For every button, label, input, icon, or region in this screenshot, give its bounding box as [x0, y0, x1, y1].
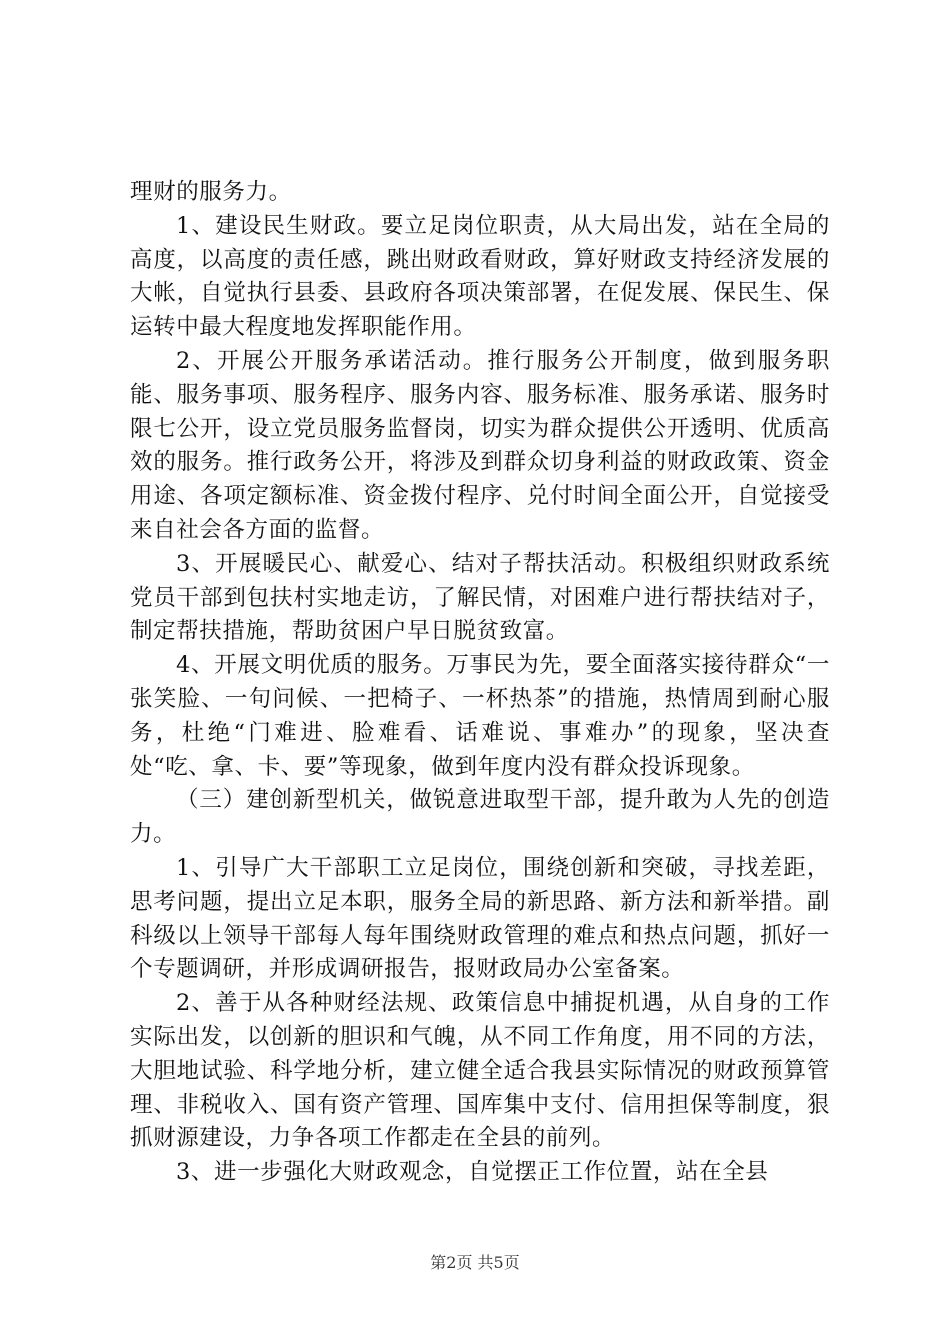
section-heading: （三）建创新型机关，做锐意进取型干部，提升敢为人先的创造力。 — [130, 787, 830, 848]
paragraph-9: 3、进一步强化大财政观念，自觉摆正工作位置，站在全县 — [176, 1159, 769, 1186]
document-body — [130, 176, 830, 1190]
paragraph-8: 2、善于从各种财经法规、政策信息中捕捉机遇，从自身的工作实际出发，以创新的胆识和气魄，从不同工作角度，用不同的方法，大胆地试验、科学地分析，建立健全适合我县实际情况的财政预算管理、非税收入、国有资产管理、国库集中支付、信用担保等制度，狠抓财源建设，力争各项工作都走在全县的前列。 — [130, 990, 830, 1152]
paragraph-4: 3、开展暖民心、献爱心、结对子帮扶活动。积极组织财政系统党员干部到包扶村实地走访，了解民情，对困难户进行帮扶结对子，制定帮扶措施，帮助贫困户早日脱贫致富。 — [130, 550, 830, 645]
paragraph-3: 2、开展公开服务承诺活动。推行服务公开制度，做到服务职能、服务事项、服务程序、服务内容、服务标准、服务承诺、服务时限七公开，设立党员服务监督岗，切实为群众提供公开透明、优质高效的服务。推行政务公开，将涉及到群众切身利益的财政政策、资金用途、各项定额标准、资金拨付程序、兑付时间全面公开，自觉接受来自社会各方面的监督。 — [130, 347, 830, 543]
paragraph-7: 1、引导广大干部职工立足岗位，围绕创新和突破，寻找差距，思考问题，提出立足本职，服务全局的新思路、新方法和新举措。副科级以上领导干部每人每年围绕财政管理的难点和热点问题，抓好一个专题调研，并形成调研报告，报财政局办公室备案。 — [130, 854, 830, 983]
paragraph-2: 1、建设民生财政。要立足岗位职责，从大局出发，站在全局的高度，以高度的责任感，跳出财政看财政，算好财政支持经济发展的大帐，自觉执行县委、县政府各项决策部署，在促发展、保民生、保运转中最大程度地发挥职能作用。 — [130, 212, 830, 341]
page-number: 第2页 共5页 — [430, 1253, 520, 1272]
paragraph-5: 4、开展文明优质的服务。万事民为先，要全面落实接待群众“一张笑脸、一句问候、一把椅子、一杯热茶”的措施，热情周到耐心服务，杜绝“门难进、脸难看、话难说、事难办”的现象，坚决查处“吃、拿、卡、要”等现象，做到年度内没有群众投诉现象。 — [130, 652, 830, 780]
paragraph-1: 理财的服务力。 — [130, 179, 292, 205]
